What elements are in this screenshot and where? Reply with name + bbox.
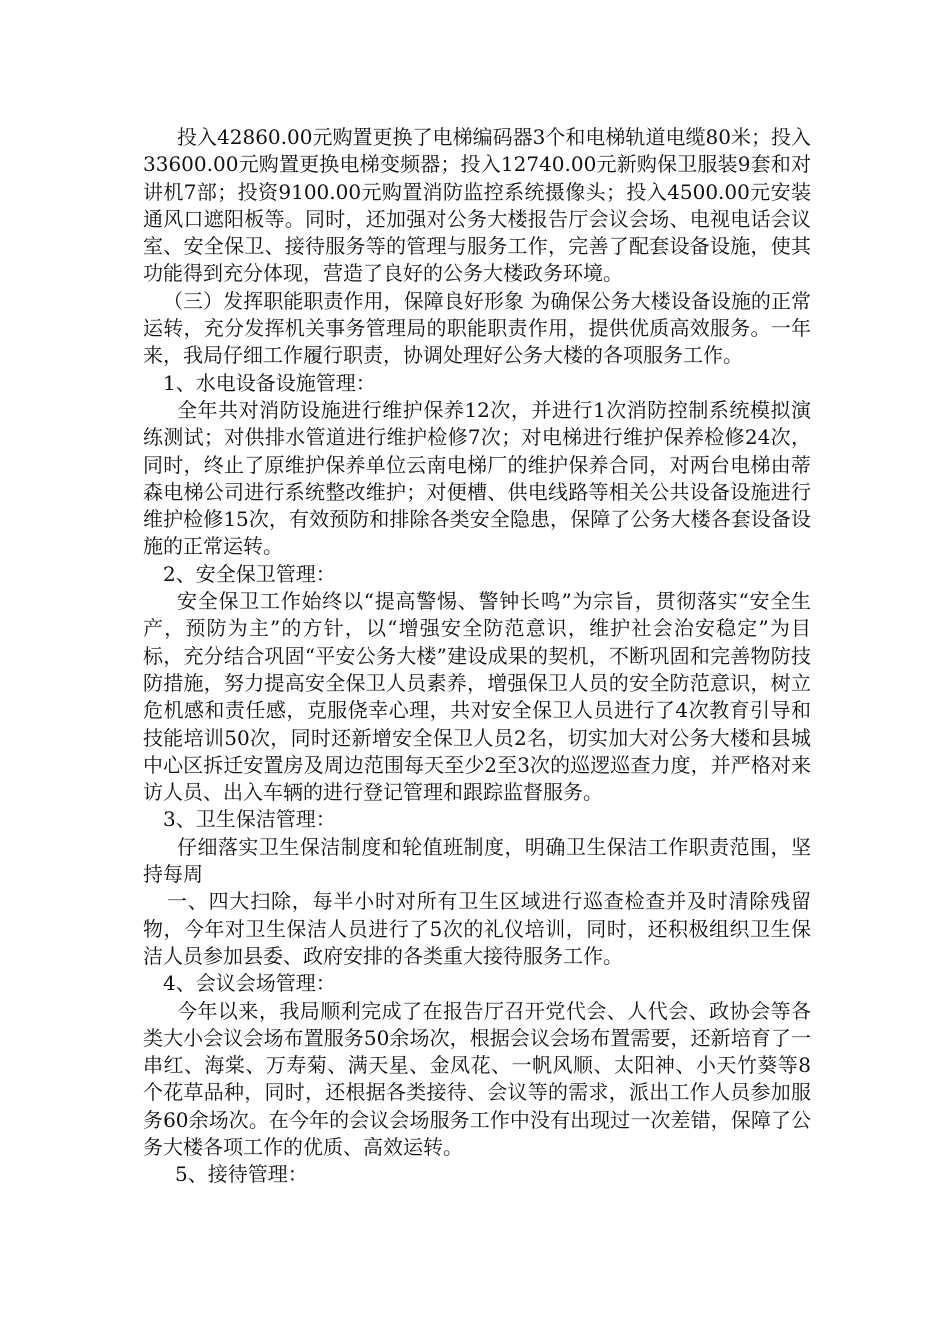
paragraph-section-three: （三）发挥职能职责作用，保障良好形象 为确保公务大楼设备设施的正常运转，充分发挥机关事务管理局的职能职责作用，提供优质高效服务。一年来，我局仔细工作履行职责，协调处理好公务大楼的各项服务工作。	[143, 288, 811, 368]
document-body	[143, 124, 811, 1189]
paragraph-investment: 投入42860.00元购置更换了电梯编码器3个和电梯轨道电缆80米；投入33600.00元购置更换电梯变频器；投入12740.00元新购保卫服装9套和对讲机7部；投资9100.00元购置消防监控系统摄像头；投入4500.00元安装通风口遮阳板等。同时，还加强对公务大楼报告厅会议会场、电视电话会议室、安全保卫、接待服务等的管理与服务工作，完善了配套设备设施，使其功能得到充分体现，营造了良好的公务大楼政务环境。	[143, 125, 811, 286]
paragraph-water-electric: 全年共对消防设施进行维护保养12次，并进行1次消防控制系统模拟演练测试；对供排水管道进行维护检修7次；对电梯进行维护保养检修24次，同时，终止了原维护保养单位云南电梯厂的维护保养合同，对两台电梯由蒂森电梯公司进行系统整改维护；对便槽、供电线路等相关公共设备设施进行维护检修15次，有效预防和排除各类安全隐患，保障了公务大楼各套设备设施的正常运转。	[143, 397, 811, 559]
paragraph-security: 安全保卫工作始终以“提高警惕、警钟长鸣”为宗旨，贯彻落实“安全生产，预防为主”的方针，以“增强安全防范意识，维护社会治安稳定”为目标，充分结合巩固“平安公务大楼”建设成果的契机，不断巩固和完善物防技防措施，努力提高安全保卫人员素养，增强保卫人员的安全防范意识，树立危机感和责任感，克服侥幸心理，共对安全保卫人员进行了4次教育引导和技能培训50次，同时还新增安全保卫人员2名，切实加大对公务大楼和县城中心区拆迁安置房及周边范围每天至少2至3次的巡逻巡查力度，并严格对来访人员、出入车辆的进行登记管理和跟踪监督服务。	[143, 589, 811, 805]
heading-cleaning: 3、卫生保洁管理：	[163, 807, 336, 832]
heading-water-electric: 1、水电设备设施管理：	[163, 370, 376, 395]
heading-meeting-venue: 4、会议会场管理：	[163, 971, 336, 996]
heading-security: 2、安全保卫管理：	[163, 561, 336, 586]
paragraph-meeting-venue: 今年以来，我局顺利完成了在报告厅召开党代会、人代会、政协会等各类大小会议会场布置服务50余场次，根据会议会场布置需要，还新培育了一串红、海棠、万寿菊、满天星、金凤花、一帆风顺、太阳神、小天竹葵等8个花草品种，同时，还根据各类接待、会议等的需求，派出工作人员参加服务60余场次。在今年的会议会场服务工作中没有出现过一次差错，保障了公务大楼各项工作的优质、高效运转。	[143, 998, 811, 1159]
paragraph-cleaning-part-two: 一、四大扫除，每半小时对所有卫生区域进行巡查检查并及时清除残留物，今年对卫生保洁人员进行了5次的礼仪培训，同时，还积极组织卫生保洁人员参加县委、政府安排的各类重大接待服务工作。	[143, 889, 811, 968]
heading-reception: 5、接待管理：	[175, 1162, 308, 1187]
paragraph-cleaning-part-one: 仔细落实卫生保洁制度和轮值班制度，明确卫生保洁工作职责范围，坚持每周	[143, 834, 811, 887]
